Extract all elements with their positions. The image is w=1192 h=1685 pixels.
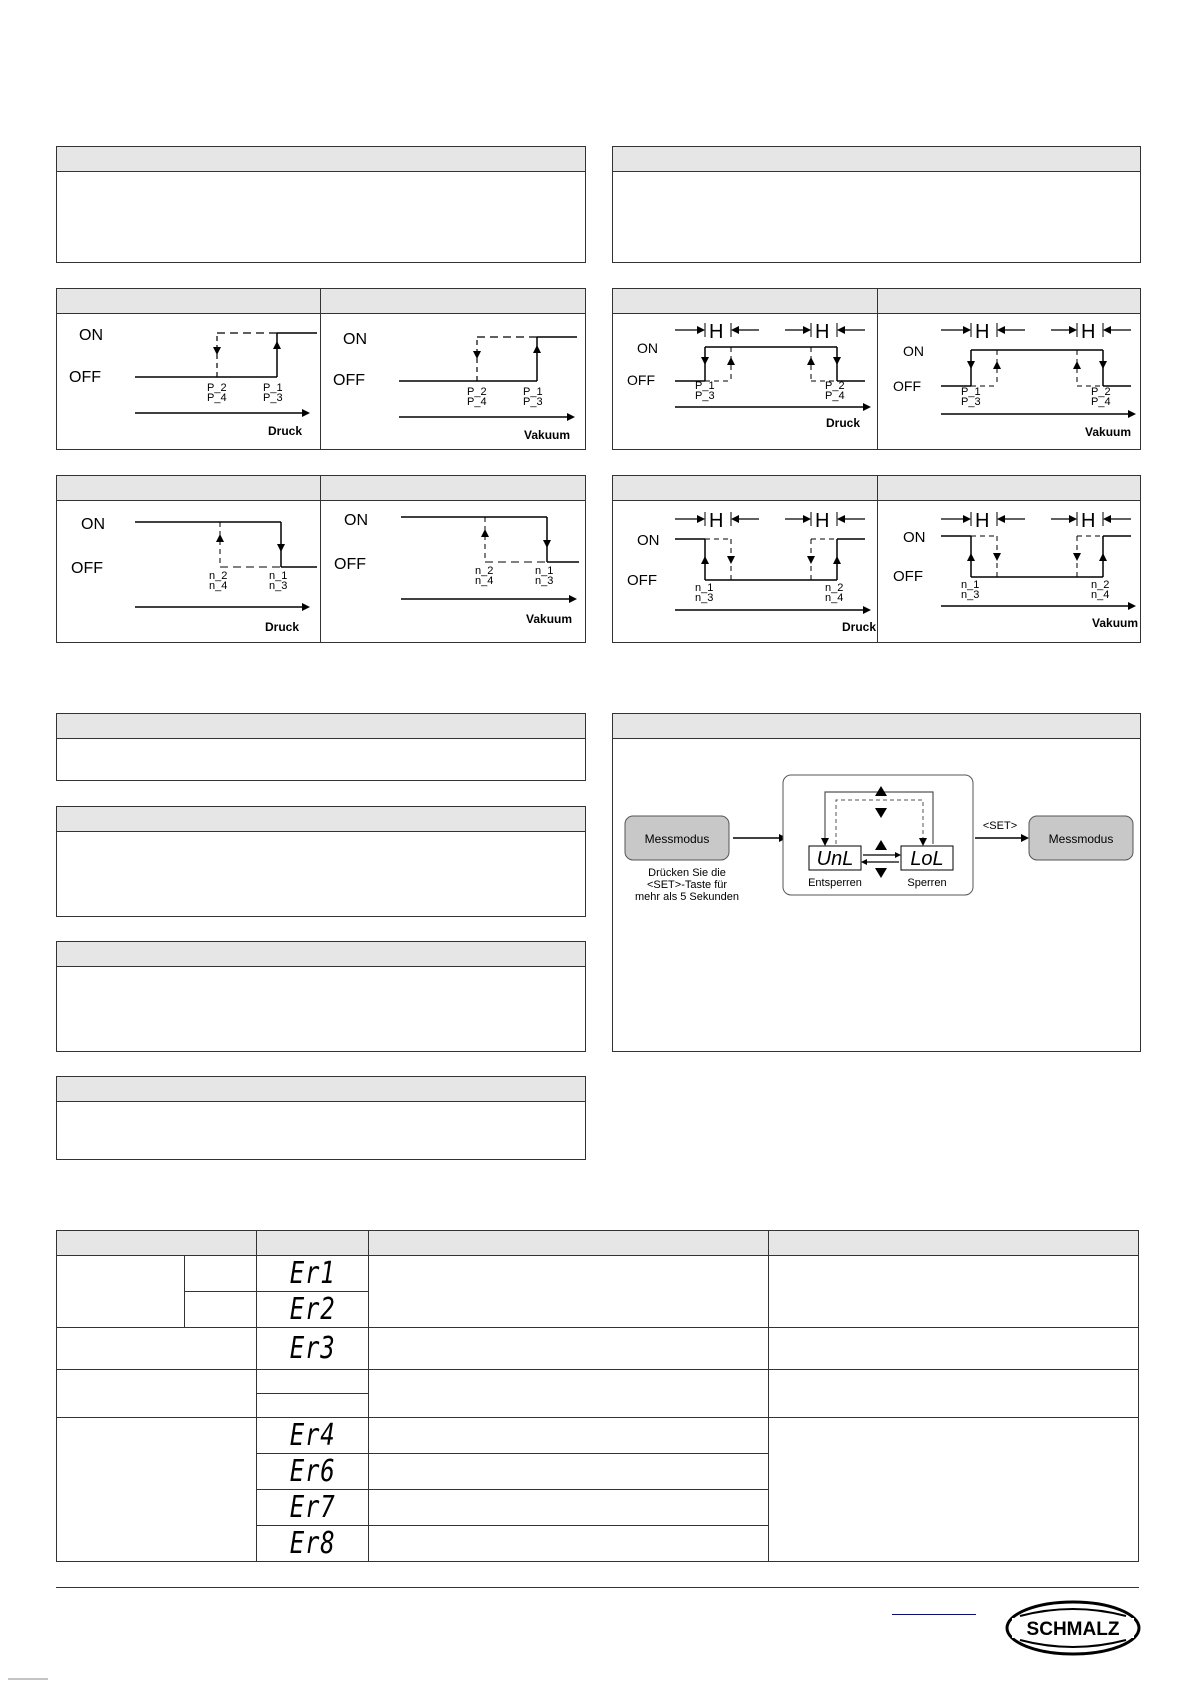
text-box-2: [56, 806, 586, 917]
brand-label: SCHMALZ: [1026, 1619, 1120, 1640]
hint-line-2: <SET>-Taste für: [646, 879, 728, 891]
lock-code: LoL: [910, 848, 944, 870]
p4-label: P_4: [825, 390, 845, 402]
key-lock-diagram: [613, 714, 1140, 1051]
n4-label: n_4: [209, 580, 228, 592]
on-label: ON: [79, 327, 103, 344]
table-row: [57, 1418, 1139, 1454]
unlock-code: UnL: [816, 848, 854, 870]
p2-label: P_2: [825, 380, 845, 392]
h-label: H: [1081, 321, 1096, 343]
measure-mode-label-right: Messmodus: [1048, 832, 1114, 846]
error-code-er3: Er3: [289, 1331, 336, 1366]
h-label: H: [815, 510, 830, 532]
druck-label: Druck: [826, 416, 861, 430]
set-label: <SET>: [982, 820, 1018, 832]
off-label: OFF: [627, 372, 655, 388]
n3-label: n_3: [695, 592, 714, 604]
diagram-n-hysteresis: [56, 475, 586, 643]
druck-label: Druck: [265, 620, 300, 634]
footer-link[interactable]: [892, 1602, 976, 1615]
key-lock-box: [612, 713, 1141, 1052]
off-label: OFF: [71, 560, 103, 577]
error-code-er4: Er4: [289, 1418, 336, 1453]
on-label: ON: [637, 340, 658, 356]
info-box-left-header: [57, 147, 585, 172]
text-box-header: [57, 714, 585, 739]
text-box-1: [56, 713, 586, 781]
n2-label: n_2: [825, 582, 844, 594]
text-box-4: [56, 1076, 586, 1160]
info-box-right-header: [613, 147, 1140, 172]
n1-label: n_1: [535, 565, 554, 577]
h-label: H: [709, 510, 724, 532]
n-hysteresis-svg: [57, 476, 585, 642]
unlock-label: Entsperren: [808, 877, 862, 889]
hint-line-1: Drücken Sie die: [648, 867, 726, 879]
p1-label: P_1: [961, 386, 981, 398]
vakuum-label: Vakuum: [1092, 616, 1139, 630]
info-box-left: [56, 146, 586, 263]
h-label: H: [975, 321, 990, 343]
off-label: OFF: [627, 572, 657, 589]
n-window-svg: [613, 476, 1140, 642]
error-table: [56, 1230, 1139, 1562]
off-label: OFF: [893, 568, 923, 585]
druck-label: Druck: [268, 424, 303, 438]
n3-label: n_3: [535, 575, 554, 587]
text-box-header: [57, 1077, 585, 1102]
measure-mode-label: Messmodus: [644, 832, 710, 846]
p3-label: P_3: [961, 396, 981, 408]
off-label: OFF: [333, 372, 365, 389]
table-row: [57, 1328, 1139, 1370]
text-box-3: [56, 941, 586, 1052]
p3-label: P_3: [695, 390, 715, 402]
h-label: H: [815, 321, 830, 343]
footer-divider: [56, 1587, 1139, 1588]
n1-label: n_1: [961, 579, 980, 591]
on-label: ON: [344, 512, 368, 529]
p2-label: P_2: [207, 382, 227, 394]
n2-label: n_2: [1091, 579, 1110, 591]
p-hysteresis-svg: [57, 289, 585, 449]
p1-label: P_1: [263, 382, 283, 394]
off-label: OFF: [69, 369, 101, 386]
table-row: [57, 1370, 1139, 1394]
p1-label: P_1: [695, 380, 715, 392]
info-box-right: [612, 146, 1141, 263]
n1-label: n_1: [269, 570, 288, 582]
on-label: ON: [903, 529, 926, 546]
text-box-header: [57, 807, 585, 832]
text-box-header: [57, 942, 585, 967]
p2-label: P_2: [1091, 386, 1111, 398]
on-label: ON: [637, 532, 660, 549]
vakuum-label: Vakuum: [1085, 425, 1132, 439]
error-code-er6: Er6: [289, 1454, 336, 1489]
vakuum-label: Vakuum: [526, 612, 573, 626]
n1-label: n_1: [695, 582, 714, 594]
p4-label: P_4: [207, 392, 227, 404]
hint-line-3: mehr als 5 Sekunden: [635, 891, 739, 903]
off-label: OFF: [893, 378, 921, 394]
on-label: ON: [903, 343, 924, 359]
p3-label: P_3: [523, 396, 543, 408]
error-code-er7: Er7: [289, 1490, 336, 1525]
n2-label: n_2: [475, 565, 494, 577]
table-header-row: [57, 1231, 1139, 1256]
h-label: H: [1081, 510, 1096, 532]
n4-label: n_4: [475, 575, 494, 587]
table-row: [57, 1256, 1139, 1292]
n2-label: n_2: [209, 570, 228, 582]
n4-label: n_4: [825, 592, 844, 604]
druck-label: Druck: [842, 620, 877, 634]
h-label: H: [975, 510, 990, 532]
on-label: ON: [81, 516, 105, 533]
error-code-er2: Er2: [289, 1292, 336, 1327]
on-label: ON: [343, 331, 367, 348]
lock-label: Sperren: [907, 877, 947, 889]
diagram-p-window: [612, 288, 1141, 450]
diagram-n-window: [612, 475, 1141, 643]
p1-label: P_1: [523, 386, 543, 398]
p3-label: P_3: [263, 392, 283, 404]
p-window-svg: [613, 289, 1140, 449]
vakuum-label: Vakuum: [524, 428, 571, 442]
p2-label: P_2: [467, 386, 487, 398]
n4-label: n_4: [1091, 589, 1110, 601]
p4-label: P_4: [1091, 396, 1111, 408]
error-code-er8: Er8: [289, 1526, 336, 1561]
schmalz-logo: [1004, 1598, 1142, 1658]
n3-label: n_3: [961, 589, 980, 601]
diagram-p-hysteresis: [56, 288, 586, 450]
p4-label: P_4: [467, 396, 487, 408]
off-label: OFF: [334, 556, 366, 573]
page-mark: [8, 1676, 48, 1682]
h-label: H: [709, 321, 724, 343]
error-code-er1: Er1: [289, 1256, 336, 1291]
n3-label: n_3: [269, 580, 288, 592]
